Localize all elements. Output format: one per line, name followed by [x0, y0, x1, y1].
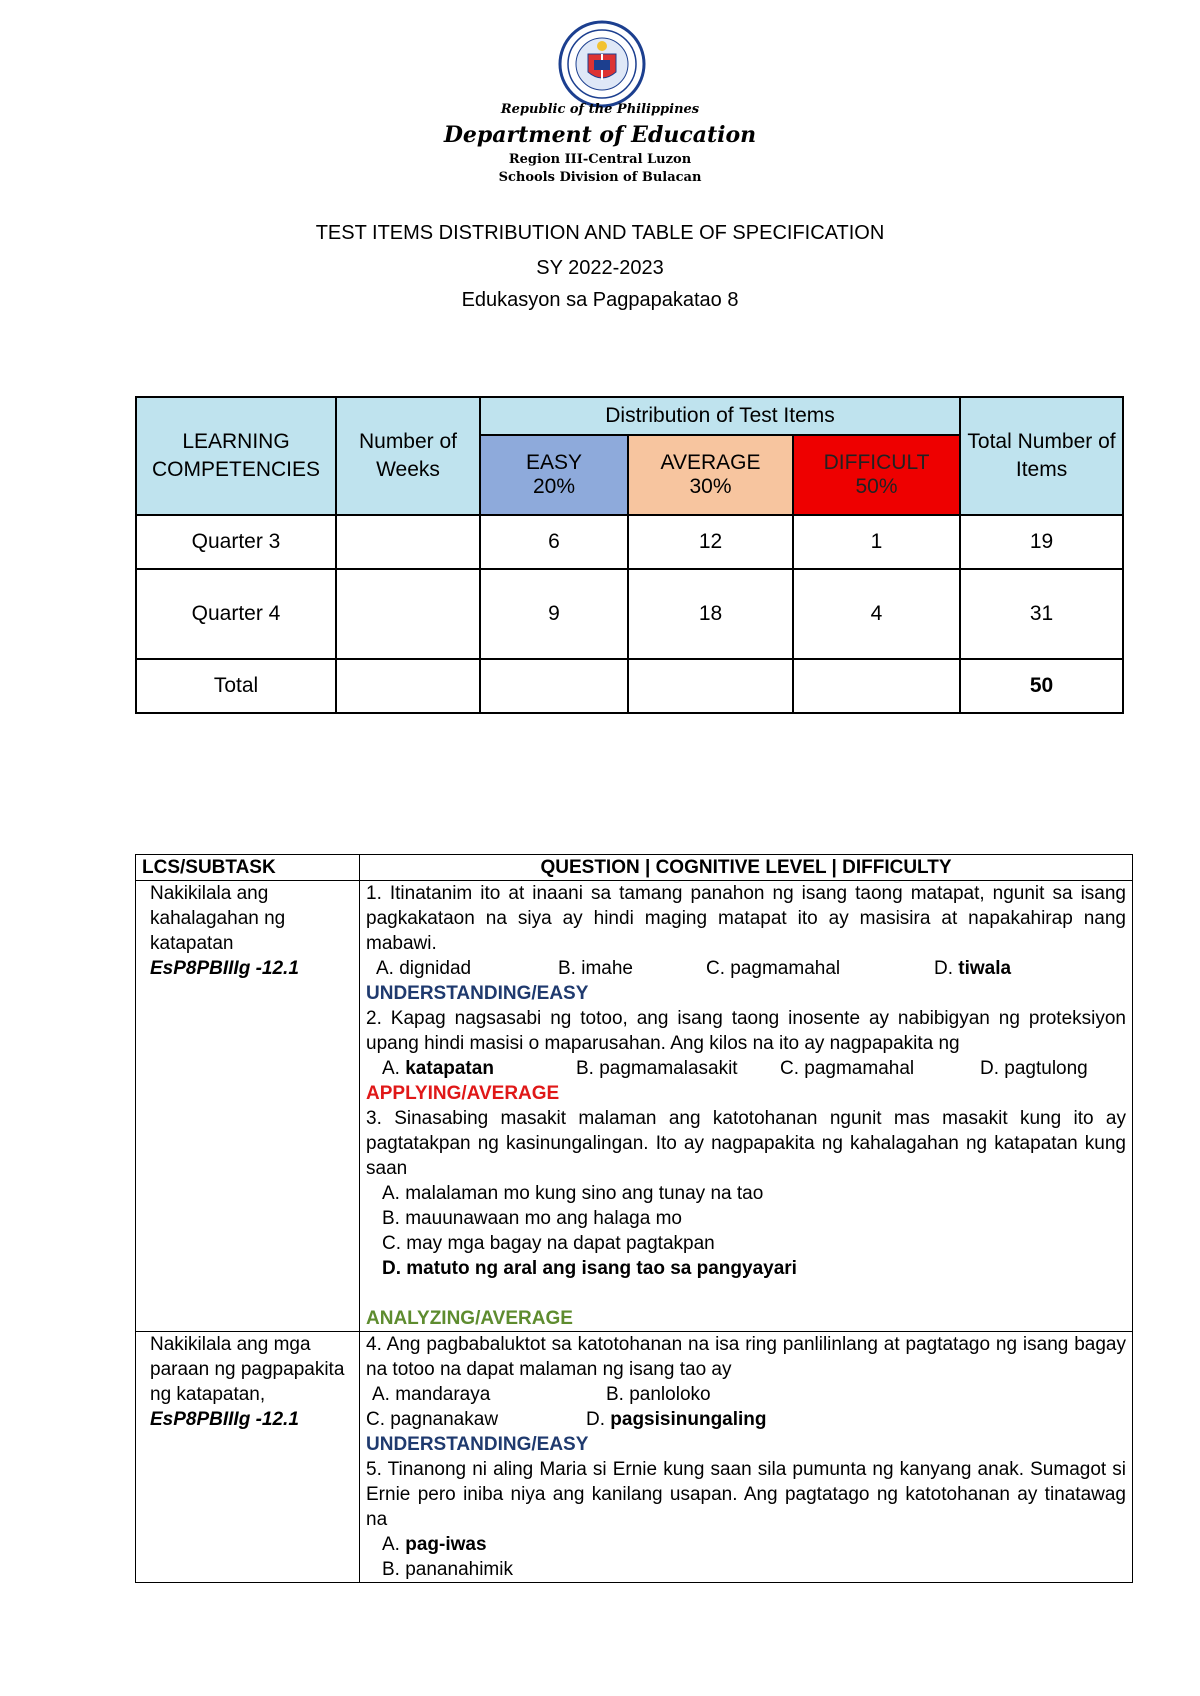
easy-label: EASY [525, 451, 583, 474]
table-row [136, 515, 1123, 569]
row-label: Total [136, 659, 336, 713]
difficult-label: DIFFICULT [823, 451, 930, 474]
choice-c: C. pagmamahal [706, 958, 841, 979]
choice-a [366, 1532, 1126, 1557]
choice-a: A. dignidad [376, 958, 472, 979]
lc-cell [136, 881, 360, 1332]
choice-a-answer: katapatan [405, 1058, 494, 1079]
row-label: Quarter 4 [136, 569, 336, 659]
row-average [628, 659, 793, 713]
col-total-items: Total Number of Items [960, 397, 1123, 515]
question-4-choices-2 [366, 1407, 1126, 1432]
choice-b: B. pananahimik [382, 1559, 513, 1580]
question-2-level: APPLYING/AVERAGE [366, 1083, 560, 1104]
row-average: 12 [628, 515, 793, 569]
question-2-choices [366, 1056, 1126, 1081]
distribution-table [135, 396, 1124, 714]
row-label: Quarter 3 [136, 515, 336, 569]
region-label: Region III-Central Luzon [508, 152, 692, 167]
document-title: TEST ITEMS DISTRIBUTION AND TABLE OF SPECIFICATION [315, 222, 885, 244]
question-2: 2. Kapag nagsasabi ng totoo, ang isang taong inosente ay nabibigyan ng proteksiyon upang hindi masisi o maparusahan. Ang kilos na ito ay nagpapakita ng [366, 1008, 1126, 1054]
department-label: Department of Education [443, 122, 757, 148]
choice-b: B. pagmamalasakit [576, 1058, 738, 1079]
choice-d [934, 956, 1011, 981]
lc-code: EsP8PBIIIg -12.1 [150, 1409, 299, 1430]
col-distribution: Distribution of Test Items [480, 397, 960, 435]
choice-a: A. malalaman mo kung sino ang tunay na tao [382, 1183, 764, 1204]
choice-b: B. panloloko [606, 1384, 711, 1405]
col-question: QUESTION | COGNITIVE LEVEL | DIFFICULTY [360, 855, 1133, 881]
table-row [136, 659, 1123, 713]
republic-label: Republic of the Philippines [500, 102, 700, 117]
choice-b: B. imahe [558, 958, 633, 979]
row-difficult: 4 [793, 569, 960, 659]
choice-d: D. matuto ng aral ang isang tao sa pangyayari [382, 1258, 797, 1279]
row-easy: 6 [480, 515, 628, 569]
choice-d: D. pagtulong [980, 1058, 1088, 1079]
question-table [135, 854, 1133, 1583]
easy-pct: 20% [532, 475, 576, 498]
lc-text: Nakikilala ang kahalagahan ng katapatan [150, 883, 286, 954]
difficult-pct: 50% [855, 475, 898, 498]
row-easy [480, 659, 628, 713]
choice-c: C. may mga bagay na dapat pagtakpan [382, 1233, 715, 1254]
choice-a [382, 1056, 494, 1081]
lc-code: EsP8PBIIIg -12.1 [150, 958, 299, 979]
easy-header [480, 435, 628, 515]
choice-b: B. mauunawaan mo ang halaga mo [382, 1208, 682, 1229]
school-year: SY 2022-2023 [536, 257, 664, 279]
deped-seal-logo [558, 20, 646, 108]
division-label: Schools Division of Bulacan [498, 170, 702, 185]
row-difficult [793, 659, 960, 713]
question-1: 1. Itinatanim ito at inaani sa tamang panahon ng isang taong matapat, ngunit sa isang pagkakataon na siya ay hindi maging matapat ito ay masisira at napakahirap nang mabawi. [366, 883, 1126, 954]
average-label: AVERAGE [660, 451, 761, 474]
question-3: 3. Sinasabing masakit malaman ang katotohanan ngunit mas masakit kung ito ay pagtatakpan ng kasinungalingan. Ito ay nagpapakita ng kahalagahan ng katapatan kung saan [366, 1108, 1126, 1179]
row-weeks [336, 659, 480, 713]
questions-cell [360, 881, 1133, 1332]
row-average: 18 [628, 569, 793, 659]
question-1-level: UNDERSTANDING/EASY [366, 983, 589, 1004]
question-3-level: ANALYZING/AVERAGE [366, 1308, 573, 1329]
row-weeks [336, 569, 480, 659]
question-4-choices [366, 1382, 1126, 1407]
choice-a-letter: A. [382, 1058, 406, 1079]
col-number-of-weeks: Number of Weeks [336, 397, 480, 515]
average-header [628, 435, 793, 515]
choice-d-letter: D. [934, 958, 959, 979]
lc-text: Nakikilala ang mga paraan ng pagpapakita ng katapatan, [150, 1334, 345, 1405]
average-pct: 30% [689, 475, 732, 498]
question-5: 5. Tinanong ni aling Maria si Ernie kung saan sila pumunta ng kanyang anak. Sumagot si Ernie pero iniba niya ang kanilang usapan. Ang pagtatago ng katotohanan ay tinatawag na [366, 1459, 1126, 1530]
row-easy: 9 [480, 569, 628, 659]
row-total: 31 [960, 569, 1123, 659]
choice-d-answer: pagsisinungaling [610, 1409, 767, 1430]
row-weeks [336, 515, 480, 569]
choice-d-answer: tiwala [958, 958, 1012, 979]
table-row [136, 569, 1123, 659]
choice-a-letter: A. [382, 1534, 406, 1555]
row-total: 19 [960, 515, 1123, 569]
difficult-header [793, 435, 960, 515]
lc-cell [136, 1332, 360, 1583]
question-4: 4. Ang pagbabaluktot sa katotohanan na isa ring panlilinlang at pagtatago ng isang bagay na totoo na dapat malaman ng isang tao ay [366, 1334, 1126, 1380]
row-difficult: 1 [793, 515, 960, 569]
question-1-choices [366, 956, 1126, 981]
col-lcs-subtask: LCS/SUBTASK [136, 855, 360, 881]
choice-a: A. mandaraya [372, 1384, 491, 1405]
choice-a-answer: pag-iwas [405, 1534, 487, 1555]
choice-c: C. pagmamahal [780, 1058, 915, 1079]
question-4-level: UNDERSTANDING/EASY [366, 1434, 589, 1455]
choice-c: C. pagnanakaw [366, 1409, 499, 1430]
choice-d-letter: D. [586, 1409, 611, 1430]
row-total: 50 [960, 659, 1123, 713]
col-learning-competencies: LEARNING COMPETENCIES [136, 397, 336, 515]
choice-d [586, 1407, 767, 1432]
questions-cell [360, 1332, 1133, 1583]
subject-title: Edukasyon sa Pagpapakatao 8 [461, 289, 739, 311]
